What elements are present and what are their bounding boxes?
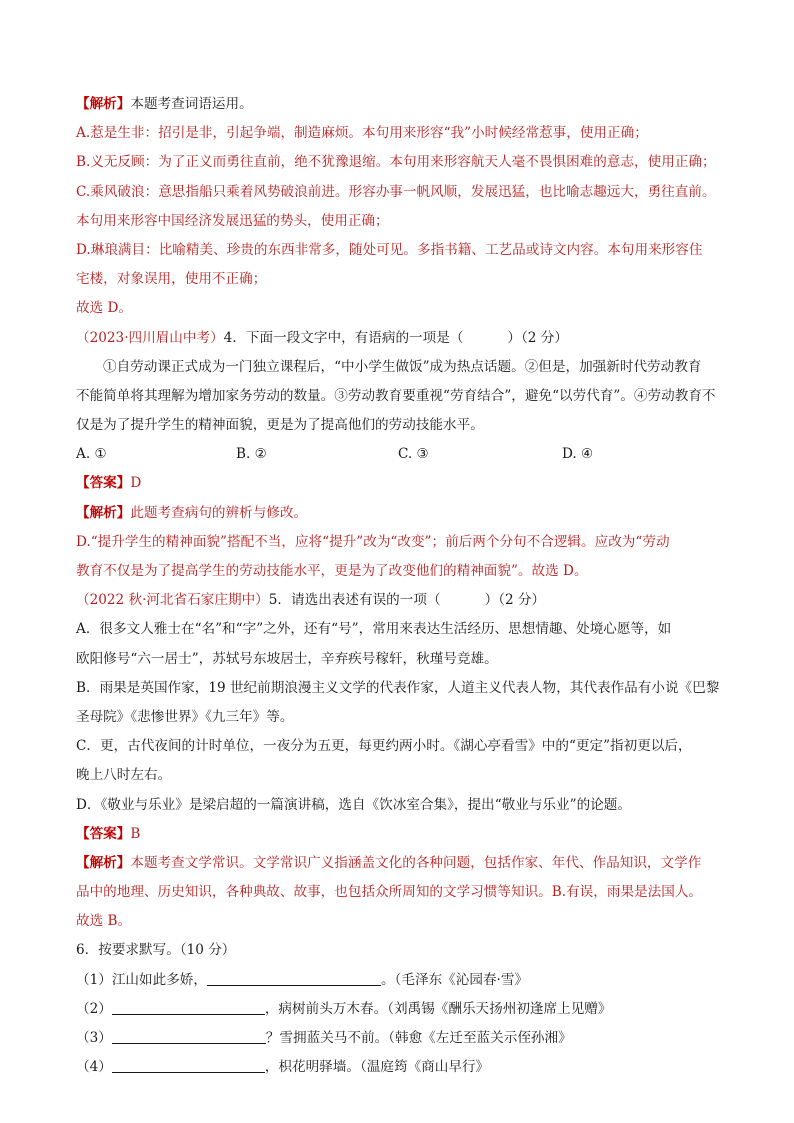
dictation-item [76, 1055, 726, 1080]
analysis-tag: 【解析】 [76, 854, 131, 871]
explanation: D.“提升学生的精神面貌”搭配不当，应将“提升”改为“改变”；前后两个分句不合逻辑。应改为“劳动 [76, 533, 670, 550]
dictation-item [76, 968, 726, 993]
question-5-score: ）（2 分） [484, 592, 546, 609]
question-4-options [76, 442, 726, 467]
question-6-stem: 6．按要求默写。（10 分） [76, 942, 236, 959]
fill-blank[interactable] [112, 998, 265, 1015]
question-4-text: 4．下面一段文字中，有语病的一项是（ [223, 329, 464, 346]
answer-tag: 【答案】 [76, 475, 131, 492]
analysis-line [76, 501, 726, 526]
option-b-cont: 圣母院》《悲惨世界》《九三年》等。 [76, 708, 294, 725]
item-number: （3） [76, 1030, 112, 1046]
explanation-a: A.惹是生非：招引是非，引起争端，制造麻烦。本句用来形容“我”小时候经常惹事，使用正确； [76, 125, 648, 142]
explanation-d: D.琳琅满目：比喻精美、珍贵的东西非常多，随处可见。多指书籍、工艺品或诗文内容。本句用来形容住 [76, 241, 703, 258]
explanation-d-cont: 宅楼，对象误用，使用不正确； [76, 271, 267, 288]
option-d: D. ④ [562, 446, 594, 463]
question-5-source: （2022 秋·河北省石家庄期中） [76, 592, 269, 609]
conclusion: 故选 D。 [76, 300, 133, 317]
answer-value: B [130, 825, 141, 842]
explanation-cont: 教育不仅是为了提高学生的劳动技能水平，更是为了改变他们的精神面貌”。故选 D。 [76, 563, 588, 579]
item-text: ，病树前头万木春。（刘禹锡《酬乐天扬州初逢席上见赠》 [264, 1000, 612, 1017]
analysis-text: 本题考查文学常识。文学常识广义指涵盖文化的各种问题，包括作家、年代、作品知识，文学作 [130, 854, 702, 871]
question-4-stem [76, 326, 726, 351]
explanation-c-cont: 本句用来形容中国经济发展迅猛的势头，使用正确； [76, 212, 389, 229]
option-b: B．雨果是英国作家，19 世纪前期浪漫主义文学的代表作家，人道主义代表人物，其代表作品有小说《巴黎 [76, 679, 720, 696]
question-4-passage: 不能简单将其理解为增加家务劳动的数量。③劳动教育要重视“劳育结合”，避免“以劳代育”。④劳动教育不 [76, 387, 716, 404]
item-number: （1）江山如此多娇， [76, 971, 207, 988]
analysis-tag: 【解析】 [76, 504, 131, 521]
analysis-line [76, 92, 726, 117]
answer-line [76, 471, 726, 496]
fill-blank[interactable] [207, 969, 381, 986]
question-5-text: 5．请选出表述有误的一项（ [268, 592, 441, 609]
item-number: （2） [76, 1000, 112, 1017]
analysis-text: 此题考查病句的辨析与修改。 [130, 504, 308, 521]
option-c: C．更，古代夜间的计时单位，一夜分为五更，每更约两小时。《湖心亭看雪》中的“更定”指初更以后， [76, 738, 692, 755]
question-5-stem [76, 588, 726, 613]
option-d: D．《敬业与乐业》是梁启超的一篇演讲稿，选自《饮冰室合集》，提出“敬业与乐业”的论题。 [76, 796, 631, 813]
option-a-cont: 欧阳修号“六一居士”，苏轼号东坡居士，辛弃疾号稼轩，秋瑾号竞雄。 [76, 650, 498, 667]
question-4-score: ）（2 分） [507, 329, 568, 346]
item-text: ？雪拥蓝关马不前。（韩愈《左迁至蓝关示侄孙湘》 [265, 1030, 572, 1046]
item-text: 。（毛泽东《沁园春·雪》 [381, 971, 529, 988]
analysis-tag: 【解析】 [76, 96, 131, 112]
option-a: A. ① [76, 446, 107, 463]
answer-tag: 【答案】 [76, 825, 131, 842]
fill-blank[interactable] [112, 1027, 266, 1044]
analysis-text: 本题考查词语运用。 [130, 96, 253, 112]
answer-value: D [130, 475, 142, 492]
dictation-item [76, 997, 726, 1022]
option-c: C. ③ [398, 446, 429, 463]
item-text: ，枳花明驿墙。（温庭筠《商山早行》 [264, 1059, 490, 1076]
document-page [76, 92, 726, 1080]
question-4-passage: 仅是为了提升学生的精神面貌，更是为了提高他们的劳动技能水平。 [76, 417, 484, 434]
analysis-line [76, 851, 726, 876]
explanation-c: C.乘风破浪：意思指船只乘着风势破浪前进。形容办事一帆风顺，发展迅猛，也比喻志趣远大，勇往直前。 [76, 183, 716, 200]
option-c-cont: 晚上八时左右。 [76, 767, 172, 784]
dictation-item [76, 1026, 726, 1051]
conclusion: 故选 B。 [76, 913, 132, 930]
explanation-b: B.义无反顾：为了正义而勇往直前，绝不犹豫退缩。本句用来形容航天人毫不畏惧困难的意志，使用正确； [76, 154, 716, 171]
analysis-cont: 品中的地理、历史知识，各种典故、故事，也包括众所周知的文学习惯等知识。B.有误，雨果是法国人。 [76, 884, 703, 901]
answer-line [76, 822, 726, 847]
option-a: A．很多文人雅士在“名”和“字”之外，还有“号”，常用来表达生活经历、思想情趣、处境心愿等，如 [76, 621, 672, 638]
option-b: B. ② [236, 446, 267, 463]
fill-blank[interactable] [112, 1056, 265, 1073]
item-number: （4） [76, 1059, 112, 1076]
question-4-passage: ①自劳动课正式成为一门独立课程后，“中小学生做饭”成为热点话题。②但是，加强新时代劳动教育 [103, 358, 702, 375]
question-4-source: （2023·四川眉山中考） [76, 329, 224, 346]
